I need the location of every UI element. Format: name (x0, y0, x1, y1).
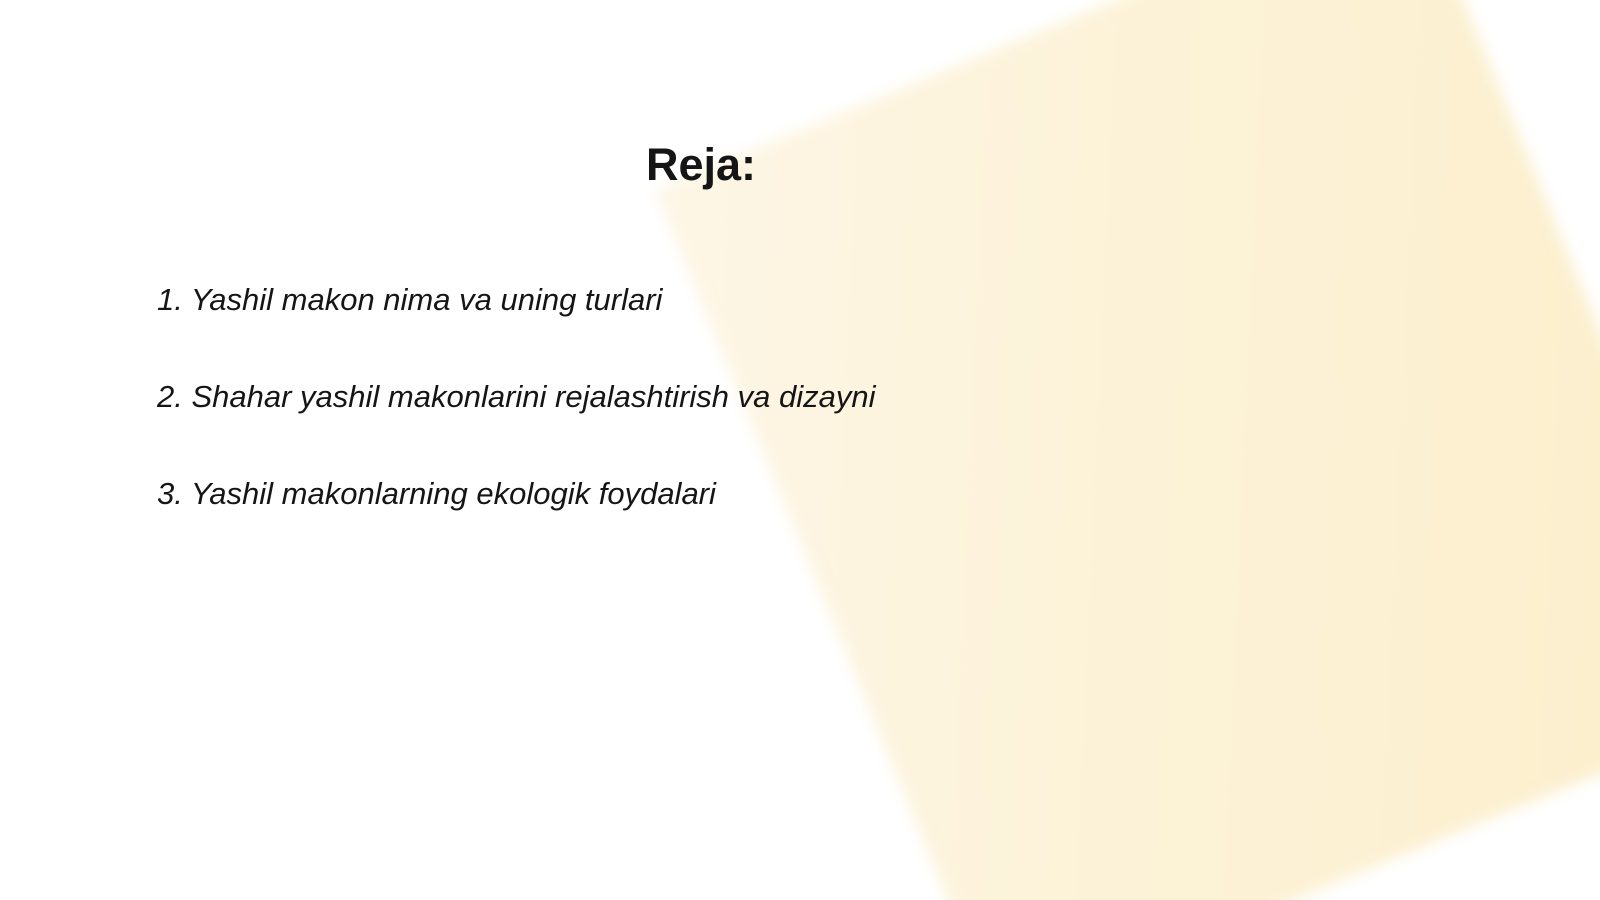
slide-title: Reja: (645, 139, 757, 190)
outline-item-2: 2. Shahar yashil makonlarini rejalashtirish va dizayni (157, 379, 876, 414)
paper-sheet-decoration (655, 0, 1600, 900)
outline-item-3: 3. Yashil makonlarning ekologik foydalari (157, 476, 716, 511)
outline-item-1: 1. Yashil makon nima va uning turlari (157, 282, 663, 317)
